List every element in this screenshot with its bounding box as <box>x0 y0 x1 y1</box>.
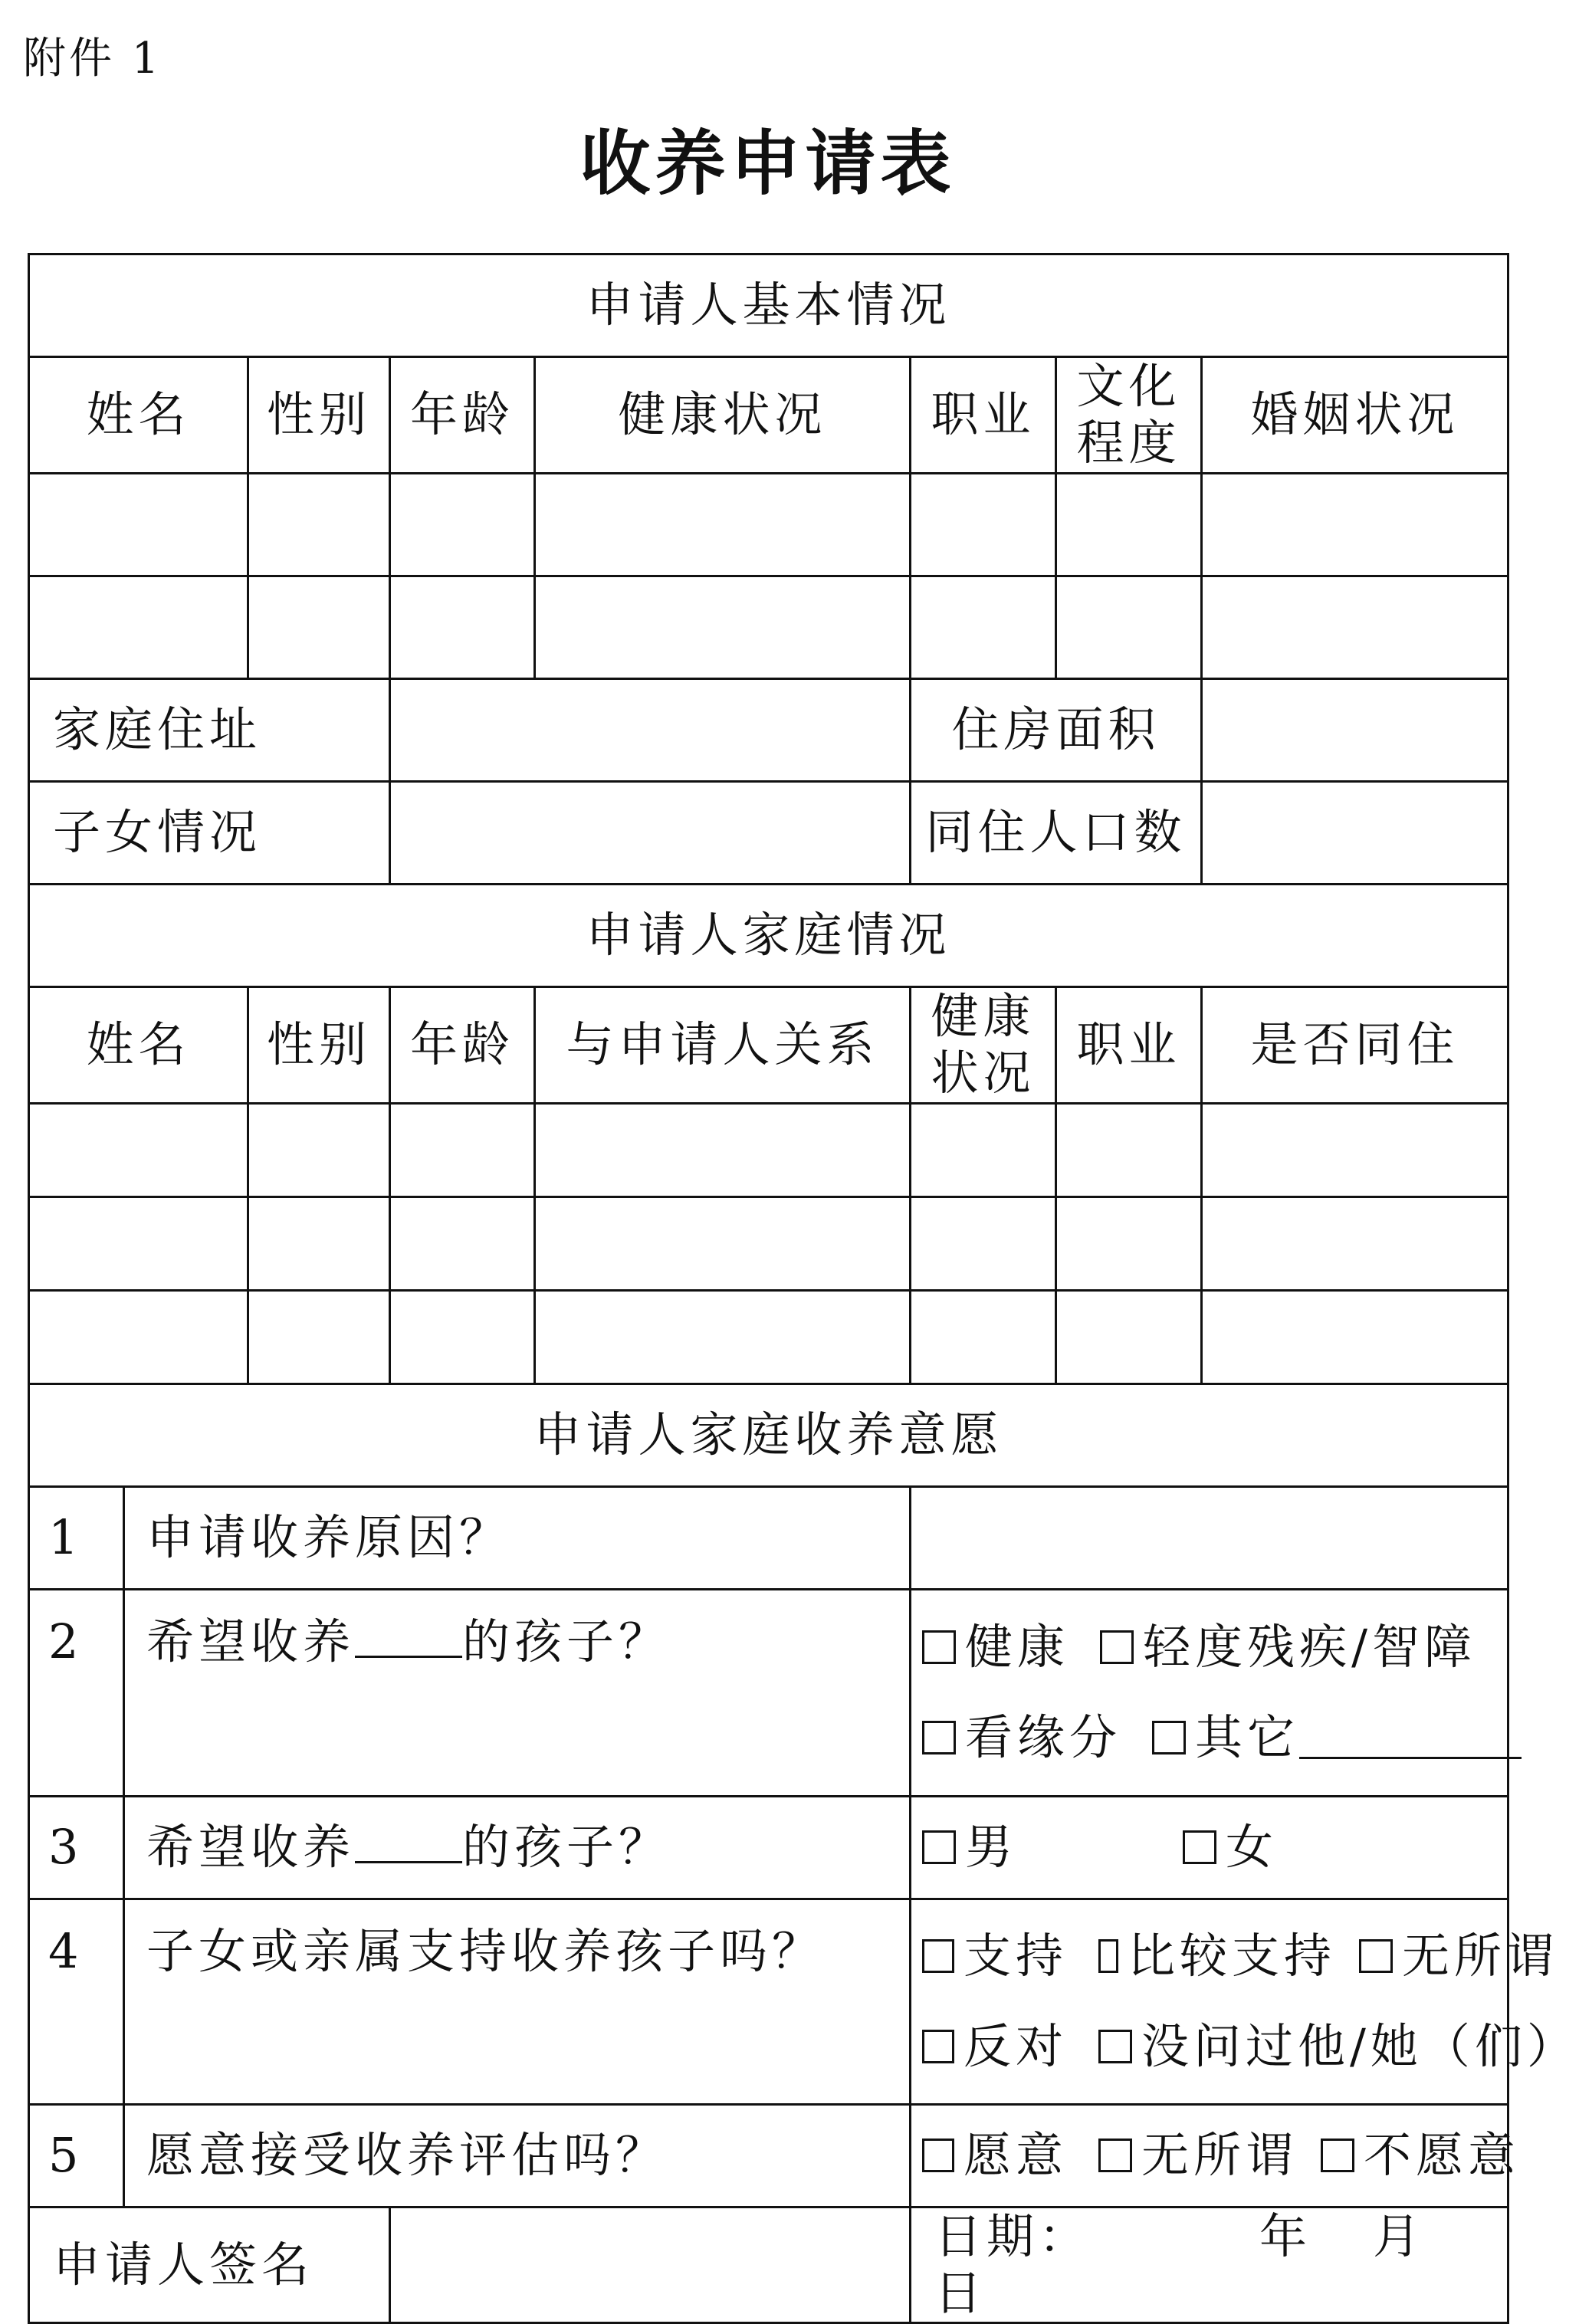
housing-area-label: 住房面积 <box>911 678 1202 781</box>
input-cell[interactable] <box>248 576 390 678</box>
input-cell[interactable] <box>390 576 535 678</box>
option-other[interactable] <box>1152 1709 1522 1766</box>
input-cell[interactable] <box>1056 1290 1202 1384</box>
option-fairly-support[interactable] <box>1098 1928 1336 1984</box>
input-cell[interactable] <box>911 473 1056 576</box>
option-indifferent[interactable] <box>1359 1928 1558 1984</box>
input-cell[interactable] <box>535 1103 911 1196</box>
question-text <box>124 1796 911 1899</box>
input-cell[interactable] <box>535 1290 911 1384</box>
family-col-age: 年龄 <box>390 986 535 1103</box>
col-header-gender: 性别 <box>248 357 390 474</box>
col-header-occupation: 职业 <box>911 357 1056 474</box>
attachment-label: 附件 1 <box>23 34 162 84</box>
option-label: 支持 <box>963 1927 1068 1984</box>
option-label: 无所谓 <box>1141 2126 1298 2183</box>
option-label: 比较支持 <box>1127 1927 1336 1984</box>
other-blank[interactable] <box>1299 1717 1522 1759</box>
signature-row <box>29 2207 1508 2323</box>
question-text: 申请收养原因？ <box>124 1486 911 1589</box>
question-row-2 <box>29 1589 1508 1796</box>
checkbox-icon[interactable] <box>922 2030 954 2063</box>
col-header-age: 年龄 <box>390 357 535 474</box>
option-label: 愿意 <box>963 2126 1068 2183</box>
col-header-health: 健康状况 <box>535 357 911 474</box>
input-cell[interactable] <box>911 1290 1056 1384</box>
options-cell <box>911 1899 1579 2104</box>
input-cell[interactable] <box>535 473 911 576</box>
option-female[interactable] <box>1183 1819 1278 1876</box>
checkbox-icon[interactable] <box>1098 2030 1132 2063</box>
children-label: 子女情况 <box>29 781 390 884</box>
option-male[interactable] <box>922 1819 1152 1876</box>
input-cell[interactable] <box>390 473 535 576</box>
checkbox-icon[interactable] <box>1098 1939 1118 1973</box>
checkbox-icon[interactable] <box>1100 1630 1134 1664</box>
question-row-5 <box>29 2104 1508 2207</box>
option-label: 看缘分 <box>965 1709 1122 1766</box>
checkbox-icon[interactable] <box>922 1630 956 1664</box>
applicant-row-1 <box>29 473 1508 576</box>
option-label: 女 <box>1226 1818 1279 1875</box>
family-col-gender: 性别 <box>248 986 390 1103</box>
col-header-name: 姓名 <box>29 357 248 474</box>
input-cell[interactable] <box>248 473 390 576</box>
question-row-1 <box>29 1486 1508 1589</box>
question-number: 3 <box>29 1796 124 1899</box>
input-cell[interactable] <box>390 1290 535 1384</box>
checkbox-icon[interactable] <box>1183 1830 1216 1864</box>
col-header-education: 文化程度 <box>1056 357 1202 474</box>
checkbox-icon[interactable] <box>1152 1721 1186 1754</box>
input-cell[interactable] <box>535 576 911 678</box>
applicant-row-2 <box>29 576 1508 678</box>
input-cell[interactable] <box>1056 1196 1202 1290</box>
input-cell[interactable] <box>248 1103 390 1196</box>
option-label: 其它 <box>1195 1709 1300 1766</box>
date-month: 月 <box>1373 2207 1426 2264</box>
option-unwilling[interactable] <box>1321 2127 1520 2184</box>
input-cell[interactable] <box>248 1290 390 1384</box>
signature-label: 申请人签名 <box>29 2207 390 2323</box>
options-cell <box>911 2104 1521 2207</box>
checkbox-icon[interactable] <box>922 2139 954 2172</box>
option-healthy[interactable] <box>922 1619 1069 1676</box>
input-cell[interactable] <box>390 1196 535 1290</box>
question-text-pre: 希望收养 <box>146 1818 356 1875</box>
option-mild-disability[interactable] <box>1100 1619 1476 1676</box>
input-cell[interactable] <box>390 1103 535 1196</box>
option-fate[interactable] <box>922 1709 1121 1766</box>
option-label: 男 <box>965 1818 1018 1875</box>
option-label: 反对 <box>963 2018 1068 2075</box>
input-cell[interactable] <box>911 1103 1056 1196</box>
question-text: 子女或亲属支持收养孩子吗？ <box>124 1899 911 2104</box>
signature-field[interactable] <box>390 2207 911 2323</box>
checkbox-icon[interactable] <box>1098 2139 1132 2172</box>
fill-blank[interactable] <box>355 1821 462 1863</box>
question-text-pre: 希望收养 <box>146 1613 356 1669</box>
option-label: 无所谓 <box>1402 1927 1559 1984</box>
input-cell[interactable] <box>29 1196 248 1290</box>
section-intent-title: 申请人家庭收养意愿 <box>29 1384 1508 1486</box>
options-cell <box>911 1589 1508 1796</box>
children-field[interactable] <box>390 781 911 884</box>
question-number: 2 <box>29 1589 124 1796</box>
input-cell[interactable] <box>29 1103 248 1196</box>
reason-field[interactable] <box>911 1486 1508 1589</box>
fill-blank[interactable] <box>355 1616 462 1658</box>
date-year: 年 <box>1259 2207 1312 2264</box>
adoption-application-table <box>28 253 1579 2324</box>
checkbox-icon[interactable] <box>1321 2139 1354 2172</box>
input-cell[interactable] <box>29 576 248 678</box>
option-label: 没问过他/她（们） <box>1141 2018 1579 2075</box>
question-number: 5 <box>29 2104 124 2207</box>
question-text <box>124 1589 911 1796</box>
option-label: 不愿意 <box>1364 2126 1521 2183</box>
input-cell[interactable] <box>1202 1290 1508 1384</box>
family-col-health: 健康状况 <box>911 986 1056 1103</box>
option-label: 轻度残疾/智障 <box>1143 1618 1476 1675</box>
input-cell[interactable] <box>1202 1103 1508 1196</box>
family-row-3 <box>29 1290 1508 1384</box>
checkbox-icon[interactable] <box>922 1721 956 1754</box>
family-row-1 <box>29 1103 1508 1196</box>
option-oppose[interactable] <box>922 2018 1068 2075</box>
section-basic-title: 申请人基本情况 <box>29 254 1508 357</box>
section-family-title: 申请人家庭情况 <box>29 884 1508 986</box>
input-cell[interactable] <box>1056 576 1202 678</box>
input-cell[interactable] <box>29 473 248 576</box>
question-number: 1 <box>29 1486 124 1589</box>
question-text: 愿意接受收养评估吗？ <box>124 2104 911 2207</box>
cohabitants-field[interactable] <box>1202 781 1508 884</box>
checkbox-icon[interactable] <box>1359 1939 1393 1973</box>
option-label: 健康 <box>965 1618 1070 1675</box>
question-text-post: 的孩子？ <box>462 1818 671 1875</box>
input-cell[interactable] <box>1056 473 1202 576</box>
option-not-asked[interactable] <box>1098 2018 1579 2075</box>
option-indifferent-eval[interactable] <box>1098 2127 1298 2184</box>
housing-area-field[interactable] <box>1202 678 1508 781</box>
address-label: 家庭住址 <box>29 678 390 781</box>
date-cell[interactable] <box>911 2207 1508 2323</box>
input-cell[interactable] <box>911 576 1056 678</box>
family-col-relation: 与申请人关系 <box>535 986 911 1103</box>
question-row-3 <box>29 1796 1508 1899</box>
family-col-name: 姓名 <box>29 986 248 1103</box>
cohabitants-label: 同住人口数 <box>911 781 1202 884</box>
input-cell[interactable] <box>535 1196 911 1290</box>
checkbox-icon[interactable] <box>922 1939 954 1973</box>
input-cell[interactable] <box>1202 1196 1508 1290</box>
option-willing[interactable] <box>922 2127 1068 2184</box>
question-text-post: 的孩子？ <box>462 1613 671 1669</box>
options-cell <box>911 1796 1508 1899</box>
input-cell[interactable] <box>911 1196 1056 1290</box>
input-cell[interactable] <box>29 1290 248 1384</box>
input-cell[interactable] <box>1202 473 1508 576</box>
date-day: 日 <box>934 2264 987 2321</box>
input-cell[interactable] <box>1056 1103 1202 1196</box>
address-field[interactable] <box>390 678 911 781</box>
question-number: 4 <box>29 1899 124 2104</box>
form-title: 收养申请表 <box>579 122 956 205</box>
col-header-marital: 婚姻状况 <box>1202 357 1508 474</box>
option-support[interactable] <box>922 1928 1068 1984</box>
family-col-occupation: 职业 <box>1056 986 1202 1103</box>
input-cell[interactable] <box>1202 576 1508 678</box>
date-label: 日期： <box>934 2207 1092 2264</box>
checkbox-icon[interactable] <box>922 1830 956 1864</box>
family-col-cohabit: 是否同住 <box>1202 986 1508 1103</box>
input-cell[interactable] <box>248 1196 390 1290</box>
family-row-2 <box>29 1196 1508 1290</box>
question-row-4 <box>29 1899 1508 2104</box>
